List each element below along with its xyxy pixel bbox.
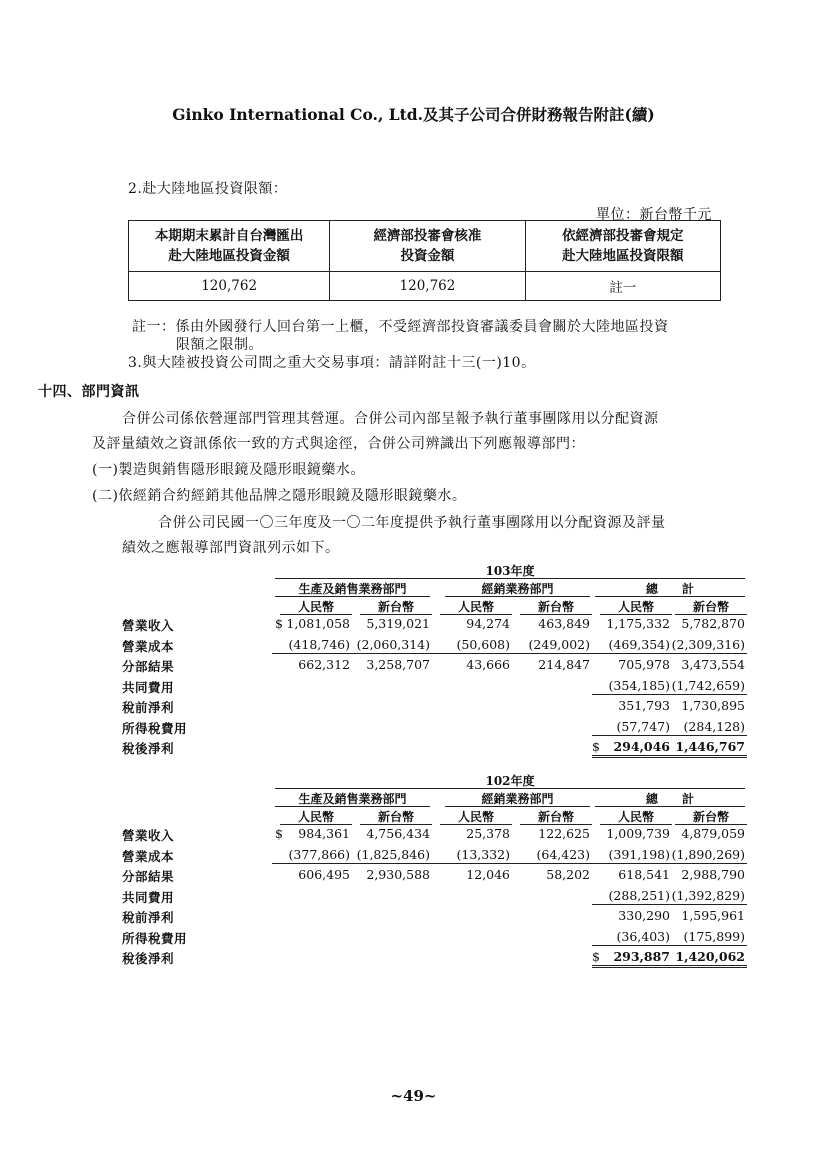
row-label: 分部結果 <box>122 659 175 674</box>
section14-para2-line1: 合併公司民國一〇三年度及一〇二年度提供予執行董事團隊用以分配資源及評量 <box>158 515 666 531</box>
dollar-sign: $ <box>592 949 600 964</box>
cell-value: 463,849 <box>538 616 590 631</box>
year-header: 102年度 <box>485 774 535 788</box>
cell-value: 58,202 <box>546 867 590 882</box>
underline <box>592 653 672 654</box>
underline <box>592 965 672 966</box>
currency-header: 新台幣 <box>537 600 574 614</box>
investment-limit-table <box>128 220 721 301</box>
cell-value: (1,742,659) <box>671 677 745 693</box>
note-one-line2: 限額之限制。 <box>176 337 263 353</box>
underline <box>445 596 590 597</box>
cell-value: 4,756,434 <box>366 826 430 841</box>
row-label: 營業收入 <box>122 828 175 843</box>
cell-value: (1,392,829) <box>671 887 745 903</box>
underline <box>445 806 590 807</box>
underline <box>667 757 747 758</box>
underline <box>592 863 672 864</box>
dollar-sign: $ <box>275 826 283 841</box>
underline <box>360 824 432 825</box>
page-title: Ginko International Co., Ltd.及其子公司合併財務報告附註(續) <box>172 105 655 124</box>
underline <box>272 863 352 864</box>
china-investment-heading: 2.赴大陸地區投資限額： <box>128 181 288 197</box>
cell-value: 330,290 <box>618 908 670 923</box>
underline <box>440 824 512 825</box>
approved-value: 120,762 <box>330 272 525 301</box>
cell-value: 294,046 <box>613 739 670 754</box>
cell-value: 1,446,767 <box>675 739 745 754</box>
underline <box>592 967 672 968</box>
underline <box>432 653 512 654</box>
cell-value: (354,185) <box>608 677 670 693</box>
currency-header: 人民幣 <box>457 810 494 824</box>
cell-value: 122,625 <box>538 826 590 841</box>
cell-value: (64,423) <box>536 846 590 862</box>
cell-value: (249,002) <box>528 636 590 652</box>
cell-value: 3,258,707 <box>366 657 430 672</box>
underline <box>512 863 592 864</box>
cell-value: (36,403) <box>616 928 670 944</box>
underline <box>275 578 745 579</box>
underline <box>360 614 432 615</box>
cell-value: 606,495 <box>298 867 350 882</box>
cell-value: 94,274 <box>466 616 510 631</box>
cell-value: 5,319,021 <box>366 616 430 631</box>
year-header: 103年度 <box>485 564 535 578</box>
currency-header: 人民幣 <box>617 600 654 614</box>
row-label: 稅前淨利 <box>122 910 175 925</box>
note-one-line1: 註一：係由外國發行人回台第一上櫃，不受經濟部投資審議委員會關於大陸地區投資 <box>132 319 669 335</box>
underline <box>520 614 592 615</box>
cell-value: 12,046 <box>466 867 510 882</box>
cell-value: 2,988,790 <box>681 867 745 882</box>
underline <box>440 614 512 615</box>
row-label: 所得稅費用 <box>122 930 188 946</box>
underline <box>272 653 352 654</box>
currency-header: 新台幣 <box>692 810 729 824</box>
underline <box>520 824 592 825</box>
row-label: 共同費用 <box>122 889 175 905</box>
cell-value: (2,309,316) <box>671 636 745 652</box>
underline <box>352 863 432 864</box>
segment-one-text: (一)製造與銷售隱形眼鏡及隱形眼鏡藥水。 <box>92 462 365 478</box>
cell-value: (288,251) <box>608 887 670 903</box>
underline <box>592 757 672 758</box>
row-label: 稅前淨利 <box>122 700 175 715</box>
cell-value: 705,978 <box>618 657 670 672</box>
underline <box>675 824 747 825</box>
cell-value: (418,746) <box>288 636 350 652</box>
cell-value: (13,332) <box>456 846 510 862</box>
cell-value: (2,060,314) <box>356 636 430 652</box>
group-header: 經銷業務部門 <box>481 582 554 596</box>
currency-header: 人民幣 <box>297 810 334 824</box>
page-number: ~49~ <box>390 1087 437 1105</box>
item3-text: 3.與大陸被投資公司間之重大交易事項：請詳附註十三(一)10。 <box>128 355 536 371</box>
currency-header: 新台幣 <box>537 810 574 824</box>
cell-value: 2,930,588 <box>366 867 430 882</box>
unit-label: 單位：新台幣千元 <box>596 207 712 223</box>
cell-value: 43,666 <box>466 657 510 672</box>
underline <box>352 653 432 654</box>
col-approved-header: 經濟部投審會核准 投資金額 <box>330 221 525 272</box>
currency-header: 人民幣 <box>617 810 654 824</box>
cell-value: (391,198) <box>608 846 670 862</box>
cell-value: (1,890,269) <box>671 846 745 862</box>
cell-value: 351,793 <box>618 698 670 713</box>
limit-value: 註一 <box>525 272 720 301</box>
underline <box>592 904 672 905</box>
underline <box>667 863 747 864</box>
cell-value: (57,747) <box>616 718 670 734</box>
row-label: 所得稅費用 <box>122 720 188 736</box>
underline <box>667 904 747 905</box>
underline <box>667 945 747 946</box>
dollar-sign: $ <box>592 739 600 754</box>
underline <box>667 694 747 695</box>
cell-value: 4,879,059 <box>681 826 745 841</box>
underline <box>667 967 747 968</box>
row-label: 稅後淨利 <box>122 741 175 756</box>
underline <box>667 735 747 736</box>
group-header: 生產及銷售業務部門 <box>298 582 407 596</box>
cell-value: 5,782,870 <box>681 616 745 631</box>
cell-value: (1,825,846) <box>356 846 430 862</box>
cell-value: 618,541 <box>618 867 670 882</box>
col-limit-header: 依經濟部投審會規定 赴大陸地區投資限額 <box>525 221 720 272</box>
underline <box>280 614 352 615</box>
underline <box>275 806 430 807</box>
underline <box>592 945 672 946</box>
cell-value: 293,887 <box>613 949 670 964</box>
currency-header: 人民幣 <box>297 600 334 614</box>
col-remitted-header: 本期期末累計自台灣匯出 赴大陸地區投資金額 <box>129 221 330 272</box>
underline <box>275 788 745 789</box>
cell-value: (175,899) <box>683 928 745 944</box>
underline <box>280 824 352 825</box>
section14-para2-line2: 績效之應報導部門資訊列示如下。 <box>122 540 340 556</box>
cell-value: 1,420,062 <box>675 949 745 964</box>
group-header: 生產及銷售業務部門 <box>298 792 407 806</box>
row-label: 稅後淨利 <box>122 951 175 966</box>
underline <box>600 824 672 825</box>
underline <box>592 694 672 695</box>
underline <box>675 614 747 615</box>
row-label: 營業成本 <box>122 848 175 864</box>
underline <box>595 596 745 597</box>
cell-value: 214,847 <box>538 657 590 672</box>
currency-header: 新台幣 <box>692 600 729 614</box>
section14-para1-line1: 合併公司係依營運部門管理其營運。合併公司內部呈報予執行董事團隊用以分配資源 <box>122 411 659 427</box>
cell-value: (284,128) <box>683 718 745 734</box>
cell-value: (377,866) <box>288 846 350 862</box>
segment-two-text: (二)依經銷合約經銷其他品牌之隱形眼鏡及隱形眼鏡藥水。 <box>92 488 467 504</box>
section14-heading: 十四、部門資訊 <box>38 384 140 400</box>
cell-value: 662,312 <box>298 657 350 672</box>
underline <box>275 596 430 597</box>
group-header: 總 計 <box>645 792 694 806</box>
cell-value: 25,378 <box>466 826 510 841</box>
underline <box>667 965 747 966</box>
underline <box>667 653 747 654</box>
cell-value: 1,595,961 <box>681 908 745 923</box>
section14-para1-line2: 及評量績效之資訊係依一致的方式與途徑，合併公司辨識出下列應報導部門： <box>92 436 585 452</box>
cell-value: 1,081,058 <box>286 616 350 631</box>
cell-value: 1,175,332 <box>606 616 670 631</box>
row-label: 營業收入 <box>122 618 175 633</box>
row-label: 分部結果 <box>122 869 175 884</box>
group-header: 經銷業務部門 <box>481 792 554 806</box>
row-label: 共同費用 <box>122 679 175 695</box>
underline <box>512 653 592 654</box>
cell-value: (50,608) <box>456 636 510 652</box>
group-header: 總 計 <box>645 582 694 596</box>
dollar-sign: $ <box>275 616 283 631</box>
cell-value: 3,473,554 <box>681 657 745 672</box>
currency-header: 人民幣 <box>457 600 494 614</box>
cell-value: (469,354) <box>608 636 670 652</box>
underline <box>592 735 672 736</box>
currency-header: 新台幣 <box>377 810 414 824</box>
underline <box>592 755 672 756</box>
cell-value: 1,009,739 <box>606 826 670 841</box>
currency-header: 新台幣 <box>377 600 414 614</box>
underline <box>432 863 512 864</box>
row-label: 營業成本 <box>122 638 175 654</box>
cell-value: 1,730,895 <box>681 698 745 713</box>
remitted-value: 120,762 <box>129 272 330 301</box>
underline <box>595 806 745 807</box>
cell-value: 984,361 <box>298 826 350 841</box>
underline <box>667 755 747 756</box>
underline <box>600 614 672 615</box>
